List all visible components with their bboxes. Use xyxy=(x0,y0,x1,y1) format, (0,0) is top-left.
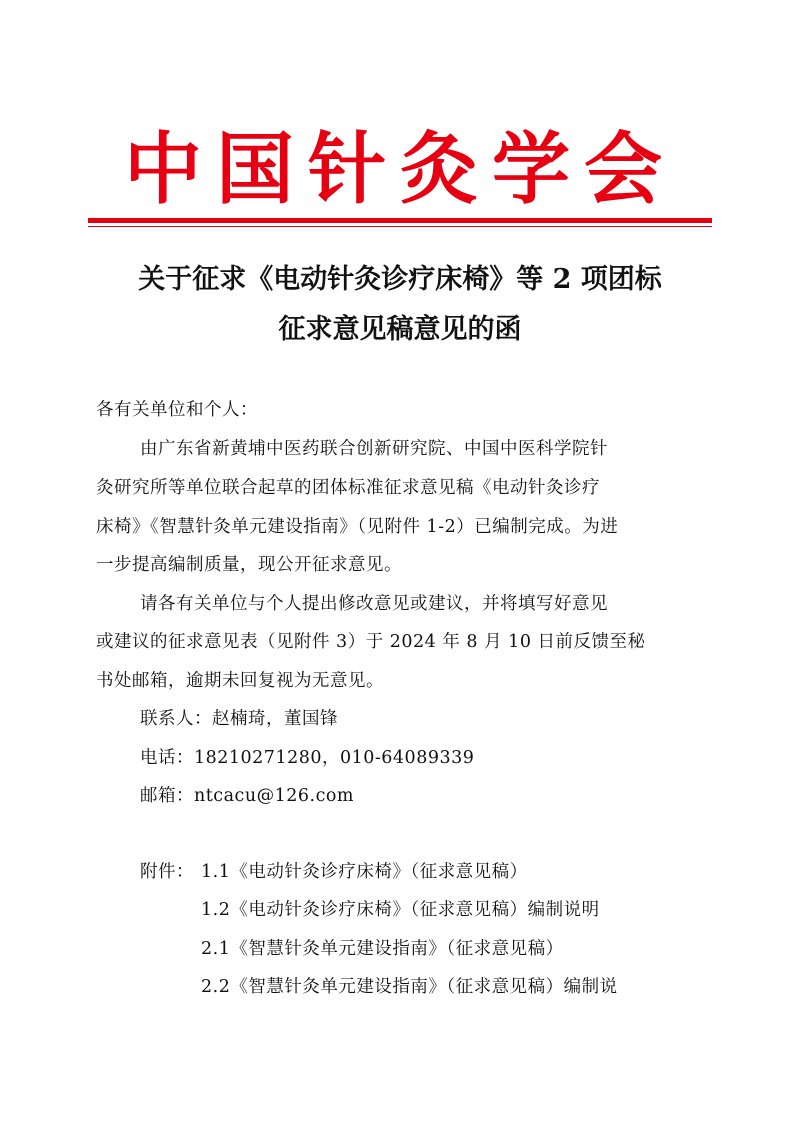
attachments-label: 附件： xyxy=(140,862,194,882)
contact-email: 邮箱：ntcacu@126.com xyxy=(140,786,355,806)
paragraph-2-line: 或建议的征求意见表（见附件 3）于 2024 年 8 月 10 日前反馈至秘 xyxy=(96,632,646,652)
attachment-item: 1.2《电动针灸诊疗床椅》（征求意见稿）编制说明 xyxy=(201,900,600,920)
salutation: 各有关单位和个人： xyxy=(96,400,258,420)
contact-person: 联系人：赵楠琦，董国锋 xyxy=(140,709,338,729)
document-title-line-1: 关于征求《电动针灸诊疗床椅》等 2 项团标 xyxy=(138,264,662,295)
paragraph-2-line: 请各有关单位与个人提出修改意见或建议，并将填写好意见 xyxy=(140,594,608,614)
paragraph-1-line: 一步提高编制质量，现公开征求意见。 xyxy=(96,555,402,575)
paragraph-1-line: 由广东省新黄埔中医药联合创新研究院、中国中医科学院针 xyxy=(140,439,608,459)
paragraph-2-line: 书处邮箱，逾期未回复视为无意见。 xyxy=(96,671,384,691)
letterhead-divider-thick xyxy=(88,218,712,223)
attachment-item: 2.1《智慧针灸单元建设指南》（征求意见稿） xyxy=(201,939,564,959)
letterhead-divider-thin xyxy=(88,226,712,227)
attachment-item: 1.1《电动针灸诊疗床椅》（征求意见稿） xyxy=(201,862,528,882)
contact-phone: 电话：18210271280，010-64089339 xyxy=(140,748,475,768)
organization-letterhead: 中国针灸学会 xyxy=(123,125,676,215)
document-title-line-2: 征求意见稿意见的函 xyxy=(278,314,522,345)
paragraph-1-line: 床椅》《智慧针灸单元建设指南》（见附件 1-2）已编制完成。为进 xyxy=(96,517,619,537)
paragraph-1-line: 灸研究所等单位联合起草的团体标准征求意见稿《电动针灸诊疗 xyxy=(96,478,600,498)
attachment-item: 2.2《智慧针灸单元建设指南》（征求意见稿）编制说 xyxy=(201,977,618,997)
